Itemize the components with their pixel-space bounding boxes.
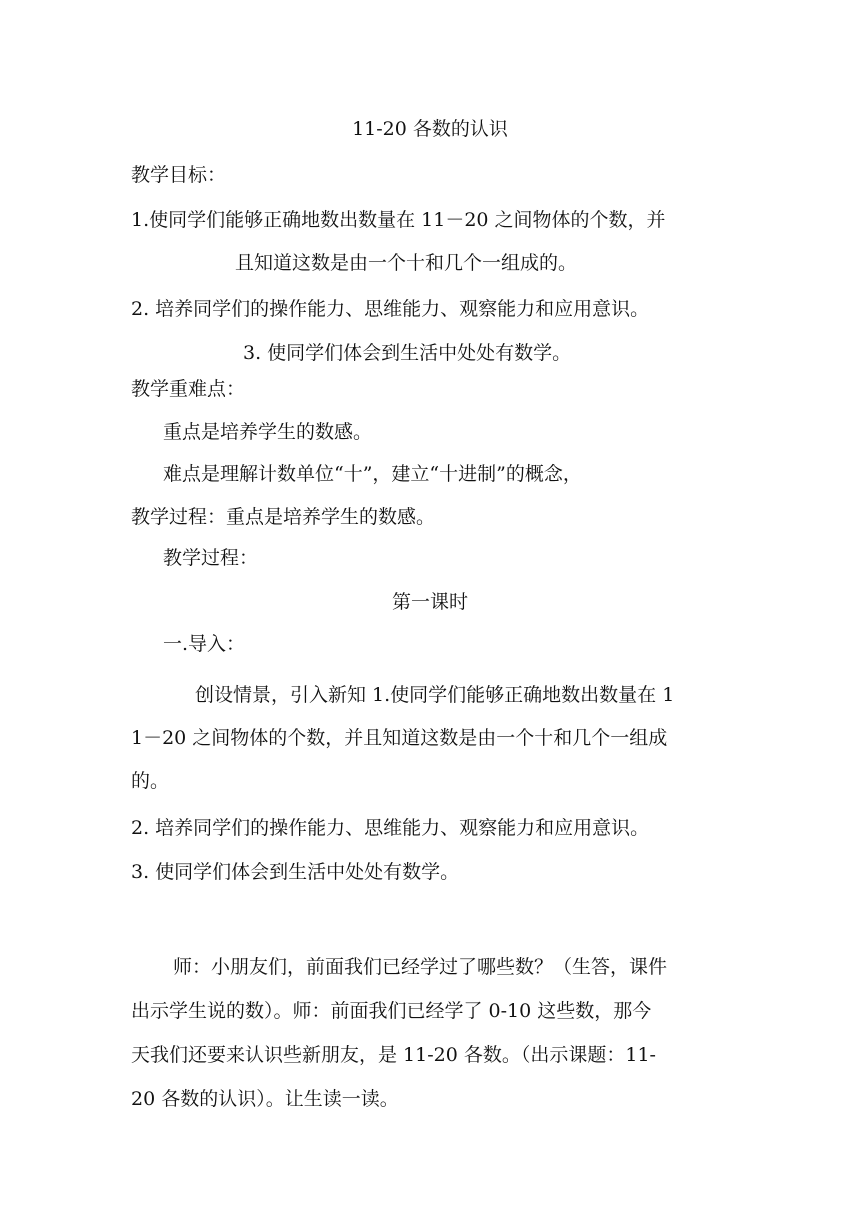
key-points-heading: 教学重难点： <box>131 378 246 400</box>
process-heading: 教学过程： <box>163 547 259 569</box>
teacher-dialogue-line-2: 出示学生说的数）。师：前面我们已经学了 0-10 这些数，那今 <box>131 1000 652 1022</box>
intro-heading: 一.导入： <box>163 633 246 655</box>
lesson-title: 第一课时 <box>391 591 468 613</box>
intro-paragraph-line-3: 的。 <box>131 770 170 792</box>
teacher-dialogue-line-4: 20 各数的认识）。让生读一读。 <box>131 1088 399 1110</box>
objective-1-line-2: 且知道这数是由一个十和几个一组成的。 <box>235 252 578 274</box>
intro-paragraph-line-1: 创设情景，引入新知 1.使同学们能够正确地数出数量在 1 <box>195 684 675 706</box>
key-point-difficulty: 难点是理解计数单位“十”，建立“十进制”的概念， <box>163 463 582 485</box>
objectives-heading: 教学目标： <box>131 164 227 186</box>
intro-item-3: 3. 使同学们体会到生活中处处有数学。 <box>131 861 460 883</box>
objective-1-line-1: 1.使同学们能够正确地数出数量在 11－20 之间物体的个数，并 <box>131 209 666 231</box>
intro-item-2: 2. 培养同学们的操作能力、思维能力、观察能力和应用意识。 <box>131 817 650 839</box>
teacher-dialogue-line-3: 天我们还要来认识些新朋友，是 11-20 各数。（出示课题：11- <box>131 1044 656 1066</box>
process-line-1: 教学过程：重点是培养学生的数感。 <box>131 506 436 528</box>
intro-paragraph-line-2: 1－20 之间物体的个数，并且知道这数是由一个十和几个一组成 <box>131 727 668 749</box>
key-point-focus: 重点是培养学生的数感。 <box>163 421 373 443</box>
objective-3: 3. 使同学们体会到生活中处处有数学。 <box>243 342 572 364</box>
document-title: 11-20 各数的认识 <box>352 118 508 140</box>
objective-2: 2. 培养同学们的操作能力、思维能力、观察能力和应用意识。 <box>131 298 650 320</box>
teacher-dialogue-line-1: 师：小朋友们，前面我们已经学过了哪些数？（生答，课件 <box>173 956 668 978</box>
